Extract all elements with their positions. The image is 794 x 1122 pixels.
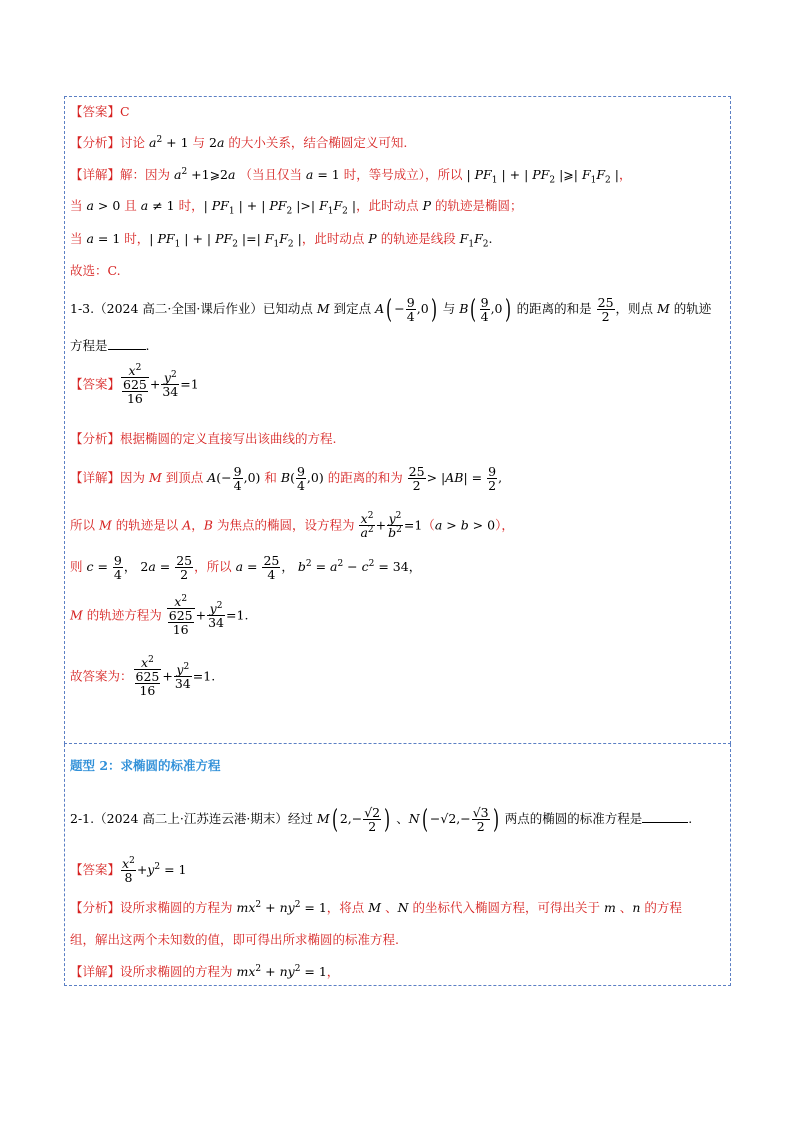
stem-text: .	[688, 811, 693, 827]
q1-3-detail-line-1: 【详解】因为 M 到顶点 A(− $\frac{9}{4}$ ,0) 和 B( $\frac{9}{4}$ ,0) 的距离的和为 $\frac{25}{2}$ > |AB| = $\frac{9}{2}$ ,	[70, 464, 503, 494]
question-source: （2024 高二上·江苏连云港·期末）	[94, 811, 288, 827]
q2-1-answer-line: 【答案】 $\frac{x^2}{8}$ $+y^2 = 1$	[70, 856, 187, 886]
detail-text: ，此时动点	[356, 198, 423, 213]
detail-text: 时，	[120, 231, 150, 246]
stem-text: 方程是	[70, 338, 108, 353]
detail-text: .	[244, 607, 249, 623]
q1-2-detail-line-2: 当 a > 0 且 a ≠ 1 时，| $PF_1$ | + | $PF_2$ |>| $F_1F_2$ |，此时动点 P 的轨迹是椭圆；	[70, 198, 523, 217]
q1-3-detail-line-5: 故答案为： $\frac{x^2}{\frac{625}{16}}$ + $\frac{y^2}{34}$ =1.	[70, 655, 216, 699]
detail-text: 设所求椭圆的方程为	[120, 964, 237, 980]
detail-text: 故答案为：	[70, 668, 133, 684]
answer-value: C	[120, 104, 130, 119]
analysis-tag: 【分析】	[70, 135, 121, 151]
detail-text: 的轨迹是线段	[376, 231, 460, 246]
detail-text: 的轨迹是以	[111, 517, 183, 533]
detail-text: （当且仅当	[235, 167, 306, 183]
answer-tag: 【答案】	[70, 376, 121, 392]
detail-text: 所以	[70, 517, 99, 533]
stem-text: 的轨迹	[669, 301, 712, 317]
detail-text: 时，	[174, 198, 204, 213]
detail-text: 的轨迹是椭圆；	[431, 198, 523, 213]
stem-text: 经过	[287, 811, 317, 827]
detail-text: ，	[326, 964, 340, 980]
answer-box-1	[64, 96, 731, 744]
analysis-text: ，将点	[326, 900, 369, 916]
analysis-text: 、	[615, 900, 633, 916]
q1-2-analysis-line: 【分析】讨论 $a^2 + 1$ 与 2a 的大小关系，结合椭圆定义可知.	[70, 135, 408, 151]
detail-text: 当	[70, 231, 87, 246]
analysis-text: 根据椭圆的定义直接写出该曲线的方程.	[120, 431, 337, 446]
answer-blank	[108, 349, 146, 350]
stem-text: 已知动点	[262, 301, 317, 317]
stem-text: 、	[392, 811, 409, 827]
detail-text: 的轨迹方程为	[82, 607, 166, 623]
stem-text: .	[145, 338, 150, 353]
stem-text: ，则点	[615, 301, 658, 317]
detail-text: 则	[70, 559, 87, 575]
detail-tag: 【详解】	[70, 470, 121, 486]
q1-2-detail-line-1: 【详解】解：因为 $a^2$ +1⩾2a （当且仅当 a = 1 时，等号成立），所以 | $PF_1$ | + | $PF_2$ |⩾| $F_1F_2$ |，	[70, 167, 632, 186]
detail-text: ，此时动点	[301, 231, 369, 246]
detail-tag: 【详解】	[70, 167, 121, 183]
analysis-text: 、	[381, 900, 398, 916]
stem-text: 到定点	[329, 301, 376, 317]
analysis-text: 的方程	[640, 900, 682, 916]
detail-text: ，所以	[194, 559, 236, 575]
q1-3-analysis-line	[70, 433, 337, 446]
detail-text: 到顶点	[161, 470, 208, 486]
detail-text: 和	[260, 470, 281, 486]
question-number: 1-3	[70, 301, 91, 317]
analysis-tag: 【分析】	[70, 900, 121, 916]
question-number: 2-1	[70, 811, 91, 827]
q2-1-stem-line: 2-1.（2024 高二上·江苏连云港·期末）经过 M( 2,− $\frac{√2}{2}$ ) 、N( −√2,− $\frac{√3}{2}$ ) 两点的椭圆的标准方程是 .	[70, 804, 693, 835]
q1-3-stem-line-1: 1-3.（2024 高二·全国·课后作业）已知动点 M 到定点 A( − $\frac{9}{4}$ ,0) 与 B( $\frac{9}{4}$ ,0) 的距离的和是 $\frac{25}{2}$ ，则点 M 的轨迹	[70, 294, 712, 325]
question-source: （2024 高二·全国·课后作业）	[94, 301, 263, 317]
analysis-text: 讨论	[120, 135, 149, 151]
q1-3-detail-line-3: 则 c = $\frac{9}{4}$ ， 2a = $\frac{25}{2}$ ，所以 a = $\frac{25}{4}$ ， $b^2 = a^2 - c^2 = 34$，	[70, 553, 422, 583]
q1-2-detail-line-3: 当 a = 1 时，| $PF_1$ | + | $PF_2$ |=| $F_1F_2$ |，此时动点 P 的轨迹是线段 $F_1F_2$.	[70, 231, 493, 250]
detail-text: 为焦点的椭圆，设方程为	[212, 517, 359, 533]
detail-text: 当	[70, 198, 87, 213]
stem-text: 的距离的和是	[512, 301, 596, 317]
answer-tag: 【答案】	[70, 862, 121, 878]
q1-2-conclusion: 故选：C.	[70, 263, 121, 278]
answer-tag: 【答案】	[70, 104, 121, 119]
q1-3-detail-line-2: 所以 M 的轨迹是以 A，B 为焦点的椭圆，设方程为 $\frac{x^2}{a^2}$ + $\frac{y^2}{b^2}$ =1（a > b > 0），	[70, 511, 514, 541]
stem-text: 两点的椭圆的标准方程是	[500, 811, 643, 827]
q1-2-answer-line	[70, 106, 130, 119]
q2-1-analysis-line-1: 【分析】设所求椭圆的方程为 $mx^2 + ny^2 = 1$，将点 M 、N 的坐标代入椭圆方程，可得出关于 m 、n 的方程	[70, 900, 682, 916]
detail-text: ），	[495, 517, 514, 533]
type-2-heading: 题型 2：求椭圆的标准方程	[70, 758, 221, 773]
detail-text: 时，等号成立），所以	[339, 167, 467, 183]
detail-text: 因为	[120, 470, 149, 486]
detail-text: 且	[120, 198, 141, 213]
detail-text: .	[488, 231, 493, 246]
detail-text: （	[422, 517, 435, 533]
q2-1-analysis-line-2: 组，解出这两个未知数的值，即可得出所求椭圆的标准方程.	[70, 932, 399, 947]
q1-3-answer-line: 【答案】 $\frac{x^2}{\frac{625}{16}}$ + $\frac{y^2}{34}$ =1	[70, 363, 199, 407]
detail-text: 的距离的和为	[323, 470, 407, 486]
detail-text: 解：因为	[120, 167, 174, 183]
q1-3-stem-line-2	[70, 340, 150, 353]
analysis-text: 的大小关系，结合椭圆定义可知.	[224, 135, 408, 151]
math: a	[149, 135, 157, 151]
analysis-text: 的坐标代入椭圆方程，可得出关于	[408, 900, 604, 916]
q2-1-detail-line: 【详解】设所求椭圆的方程为 $mx^2 + ny^2 = 1$，	[70, 964, 340, 980]
detail-text: .	[211, 668, 216, 684]
answer-blank	[642, 822, 688, 823]
detail-tag: 【详解】	[70, 964, 121, 980]
q1-3-detail-line-4: M 的轨迹方程为 $\frac{x^2}{\frac{625}{16}}$ + $\frac{y^2}{34}$ =1.	[70, 594, 249, 638]
analysis-text: 设所求椭圆的方程为	[120, 900, 237, 916]
analysis-text: 与	[188, 135, 210, 151]
stem-text: 与	[438, 301, 460, 317]
analysis-tag: 【分析】	[70, 431, 121, 446]
